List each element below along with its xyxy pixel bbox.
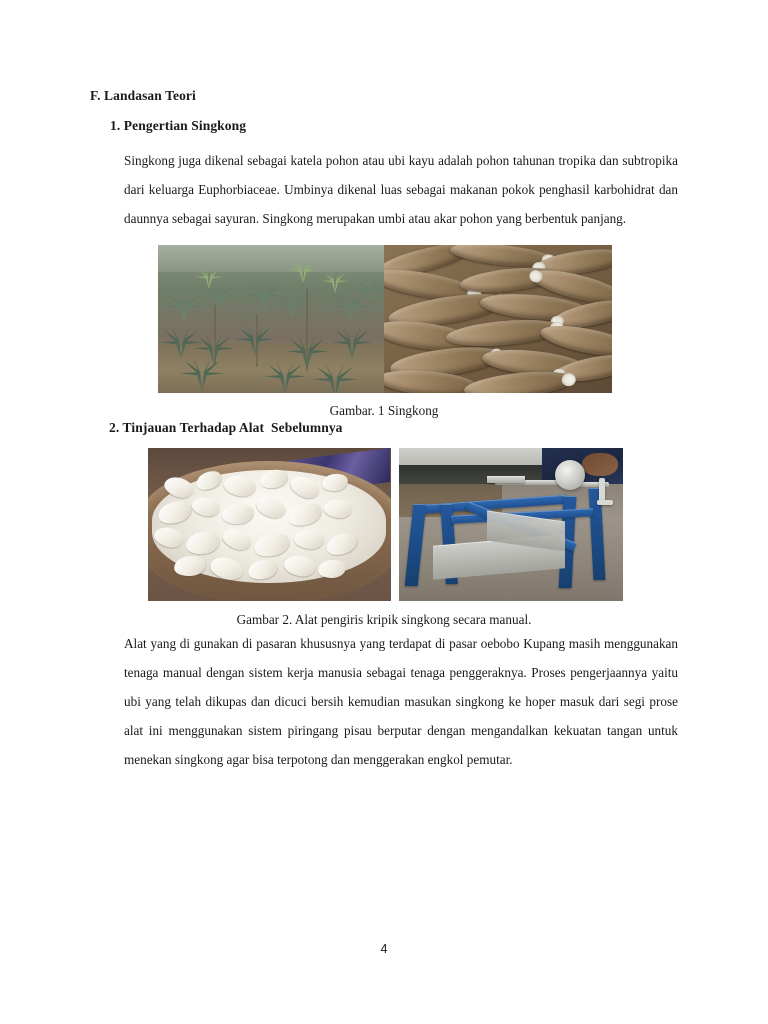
subsection-heading-tinjauan-alat: 2. Tinjauan Terhadap Alat Sebelumnya [109,420,343,436]
figure-2 [90,448,678,629]
figure-1-images [92,245,678,393]
cassava-plants-photo [158,245,384,393]
subsection-heading-pengertian-singkong: 1. Pengertian Singkong [110,118,247,134]
manual-slicing-machine-photo [399,448,623,601]
page-content [90,88,678,774]
section-heading-landasan-teori: F. Landasan Teori [90,88,196,103]
figure-1 [90,245,678,420]
paragraph-pengertian-singkong: Singkong juga dikenal sebagai katela pohon atau ubi kayu adalah pohon tahunan tropika dan subtropika dari keluarga Euphorbiaceae. Umbinya dikenal luas sebagai makanan pokok penghasil karbohidrat dan daunnya sebagai sayuran. Singkong merupakan umbi atau akar pohon yang berbentuk panjang. [124,153,678,227]
figure-2-images [92,448,678,601]
sliced-cassava-chips-photo [148,448,391,601]
page-number: 4 [380,942,388,956]
cassava-tubers-photo [384,245,612,393]
paragraph-tinjauan-alat: Alat yang di gunakan di pasaran khususnya yang terdapat di pasar oebobo Kupang masih menggunakan tenaga manual dengan sistem kerja manusia sebagai tenaga penggeraknya. Proses pengerjaannya yaitu ubi yang telah dikupas dan dicuci bersih kemudian masukan singkong ke hoper masuk dari segi prose alat ini menggunakan sistem piringang pisau berputar dengan mengandalkan kekuatan tangan untuk menekan singkong agar bisa terpotong dan menggerakan engkol pemutar. [124,636,678,768]
figure-2-caption: Gambar 2. Alat pengiris kripik singkong secara manual. [236,612,532,628]
figure-1-caption: Gambar. 1 Singkong [329,403,439,419]
